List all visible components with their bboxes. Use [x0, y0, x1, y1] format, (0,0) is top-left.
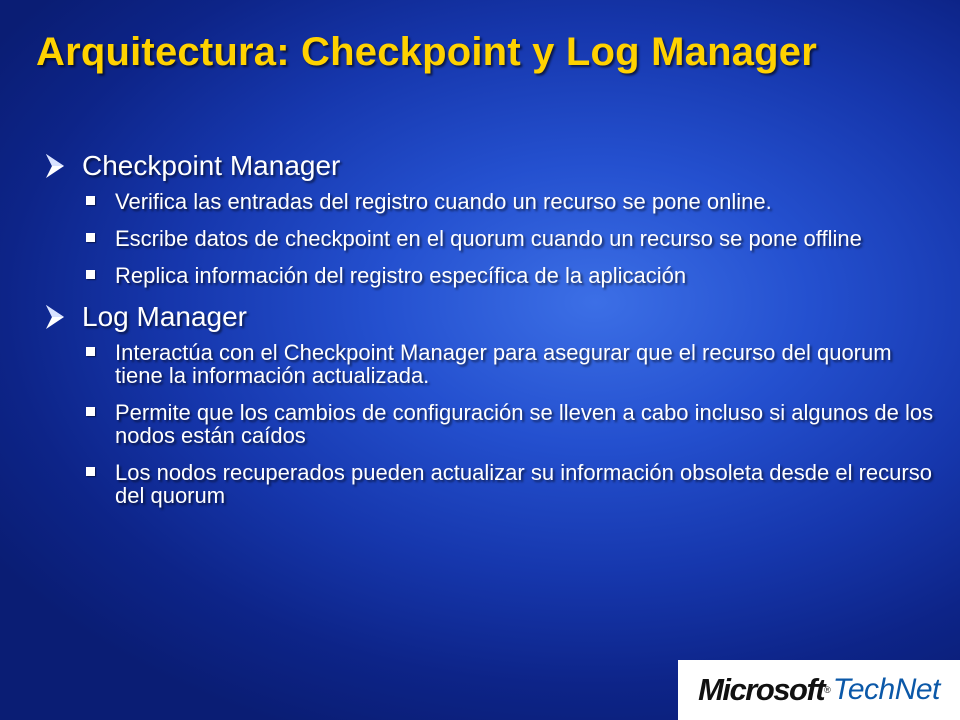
square-bullet-icon [86, 196, 95, 205]
section-heading-label: Log Manager [82, 301, 248, 332]
square-bullet-icon [86, 233, 95, 242]
list-item [112, 227, 934, 250]
list-item [112, 461, 934, 507]
list-item [112, 190, 934, 213]
logo-registered-mark: ® [824, 685, 831, 695]
list-item [112, 264, 934, 287]
section-heading-label: Checkpoint Manager [82, 150, 341, 181]
logo-product: TechNet [832, 673, 940, 706]
list-item-text: Escribe datos de checkpoint en el quorum cuando un recurso se pone offline [115, 226, 862, 251]
square-bullet-icon [86, 270, 95, 279]
list-item-text: Interactúa con el Checkpoint Manager para asegurar que el recurso del quorum tiene la información actualizada. [115, 340, 892, 388]
square-bullet-icon [86, 347, 95, 356]
list-item-text: Verifica las entradas del registro cuando un recurso se pone online. [115, 189, 772, 214]
list-item-text: Permite que los cambios de configuración se lleven a cabo incluso si algunos de los nodos están caídos [115, 400, 934, 448]
slide-content [44, 150, 934, 521]
logo-brand: Microsoft [698, 672, 825, 707]
square-bullet-icon [86, 407, 95, 416]
arrow-bullet-icon [44, 152, 68, 180]
slide-title: Arquitectura: Checkpoint y Log Manager [36, 30, 818, 74]
list-item [112, 401, 934, 447]
list-item [112, 341, 934, 387]
square-bullet-icon [86, 467, 95, 476]
list-item-text: Los nodos recuperados pueden actualizar su información obsoleta desde el recurso del quorum [115, 460, 932, 508]
section-heading-checkpoint [44, 150, 934, 182]
arrow-bullet-icon [44, 303, 68, 331]
microsoft-technet-logo [678, 660, 960, 720]
list-item-text: Replica información del registro específica de la aplicación [115, 263, 687, 288]
section-heading-log [44, 301, 934, 333]
